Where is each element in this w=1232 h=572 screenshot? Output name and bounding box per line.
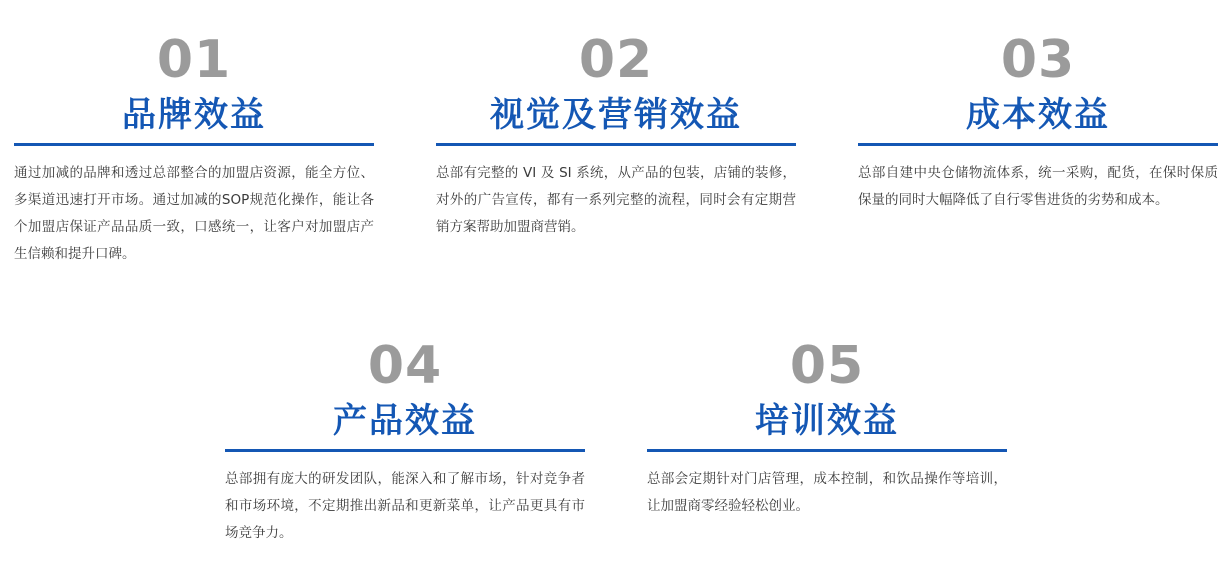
card-divider xyxy=(225,449,585,452)
card-title: 产品效益 xyxy=(333,401,477,441)
card-body: 总部自建中央仓储物流体系，统一采购，配货，在保时保质保量的同时大幅降低了自行零售进货的劣势和成本。 xyxy=(858,165,1218,209)
benefit-card-04 xyxy=(225,336,585,547)
card-body: 总部会定期针对门店管理，成本控制，和饮品操作等培训，让加盟商零经验轻松创业。 xyxy=(647,471,1007,515)
card-title: 培训效益 xyxy=(755,401,899,441)
card-number: 04 xyxy=(367,336,443,396)
benefit-card-02 xyxy=(436,30,796,241)
card-divider xyxy=(14,143,374,146)
card-number: 05 xyxy=(789,336,865,396)
card-body: 通过加减的品牌和透过总部整合的加盟店资源，能全方位、多渠道迅速打开市场。通过加减的SOP规范化操作，能让各个加盟店保证产品品质一致，口感统一，让客户对加盟店产生信赖和提升口碑。 xyxy=(14,165,374,263)
card-title: 视觉及营销效益 xyxy=(490,95,742,135)
card-divider xyxy=(858,143,1218,146)
card-number: 03 xyxy=(1000,30,1076,90)
card-divider xyxy=(647,449,1007,452)
card-body: 总部有完整的 VI 及 SI 系统，从产品的包装，店铺的装修，对外的广告宣传，都有一系列完整的流程，同时会有定期营销方案帮助加盟商营销。 xyxy=(436,165,796,236)
card-number: 02 xyxy=(578,30,654,90)
card-number: 01 xyxy=(156,30,232,90)
benefit-card-03 xyxy=(858,30,1218,214)
card-title: 品牌效益 xyxy=(122,95,266,135)
benefit-card-01 xyxy=(14,30,374,268)
card-title: 成本效益 xyxy=(966,95,1110,135)
benefit-card-05 xyxy=(647,336,1007,520)
card-body: 总部拥有庞大的研发团队，能深入和了解市场，针对竞争者和市场环境，不定期推出新品和更新菜单，让产品更具有市场竞争力。 xyxy=(225,471,585,542)
card-divider xyxy=(436,143,796,146)
